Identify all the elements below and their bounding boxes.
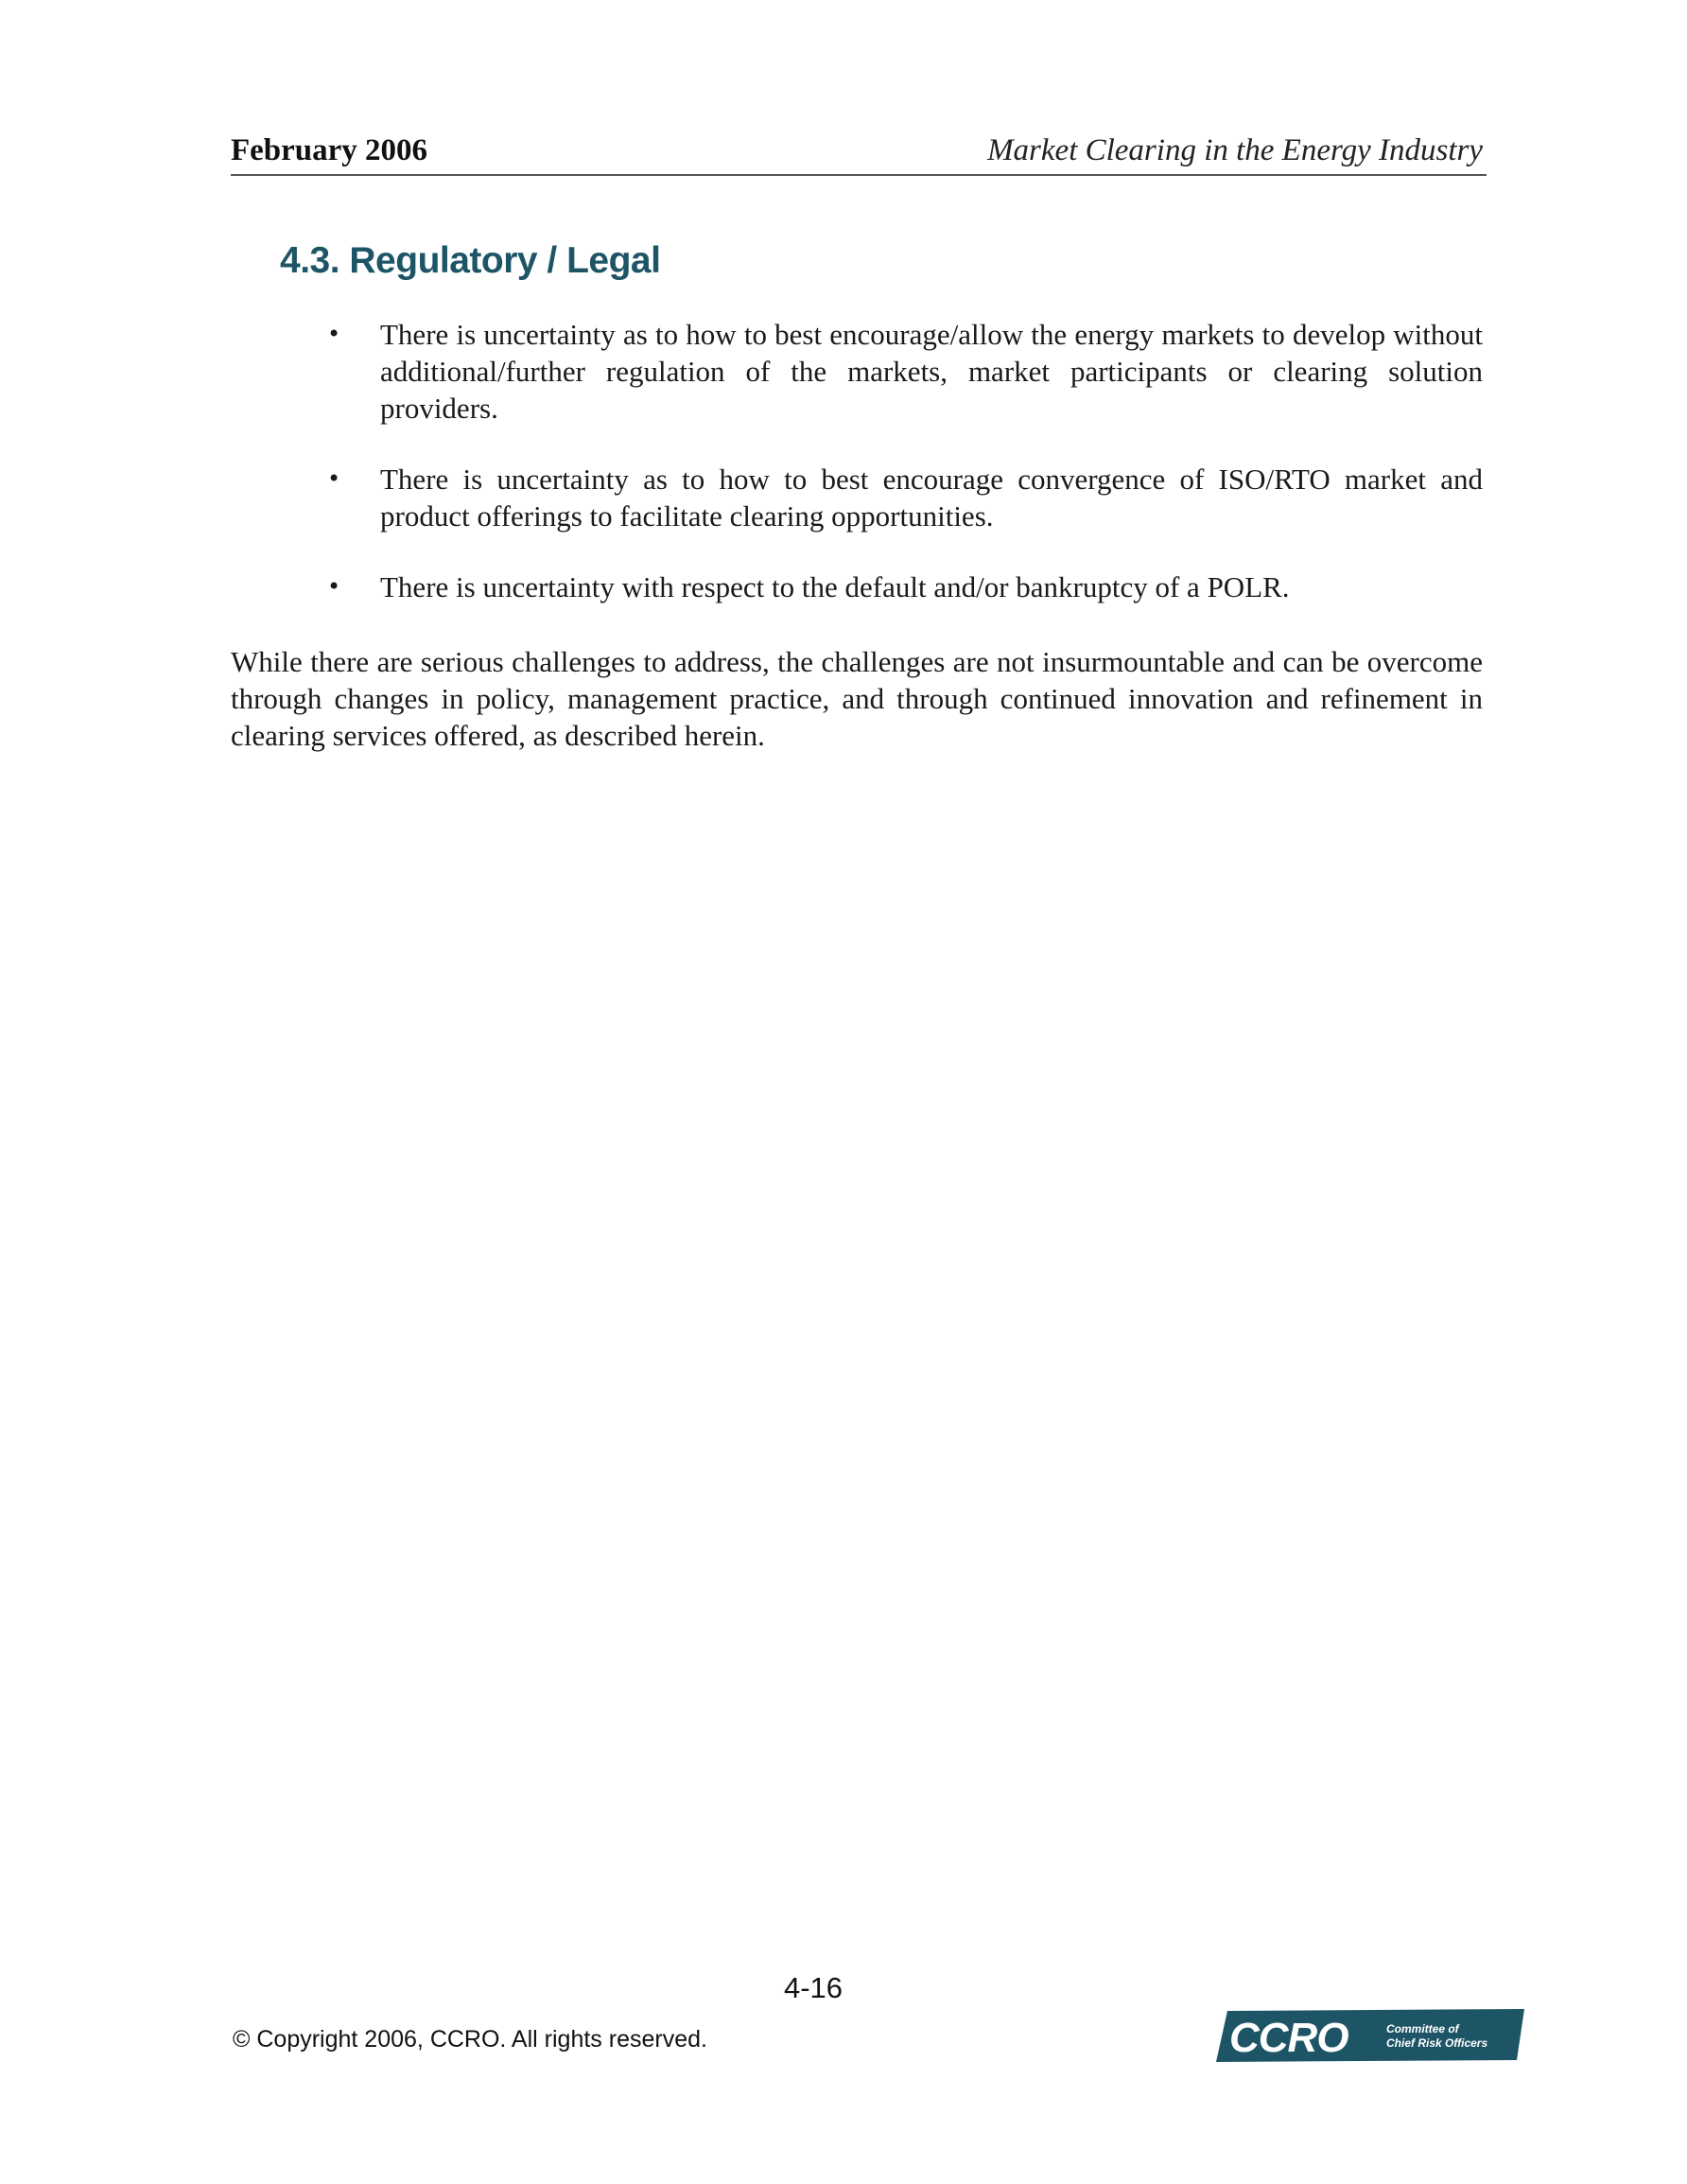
bullet-icon: • [327,321,341,347]
page-number: 4-16 [783,1971,844,2004]
ccro-logo [1216,2009,1524,2062]
closing-paragraph: While there are serious challenges to address, the challenges are not insurmountable and can be overcome through changes in policy, management practice, and through continued innovation and refinement in clearing services offered, as described herein. [231,645,1483,752]
logo-tagline-1: Committee of [1386,2022,1459,2035]
bullet-item [322,461,1483,534]
logo-tagline-2: Chief Risk Officers [1386,2036,1488,2050]
logo-wordmark: CCRO [1229,2015,1348,2061]
bullet-text: There is uncertainty with respect to the default and/or bankruptcy of a POLR. [380,570,1290,603]
bullet-item [322,568,1483,605]
copyright-notice: © Copyright 2006, CCRO. All rights reserved. [233,2026,707,2053]
bullet-text: There is uncertainty as to how to best encourage convergence of ISO/RTO market and product offerings to facilitate clearing opportunities. [380,463,1483,533]
bullet-text: There is uncertainty as to how to best encourage/allow the energy markets to develop without additional/further regulation of the markets, market participants or clearing solution providers. [380,318,1483,425]
page-header [231,129,1487,176]
header-date: February 2006 [231,133,428,167]
bullet-list [322,316,1483,639]
bullet-icon: • [327,573,341,600]
bullet-icon: • [327,465,341,492]
section-heading: 4.3. Regulatory / Legal [280,240,661,281]
bullet-item [322,316,1483,427]
header-document-title: Market Clearing in the Energy Industry [987,133,1483,167]
